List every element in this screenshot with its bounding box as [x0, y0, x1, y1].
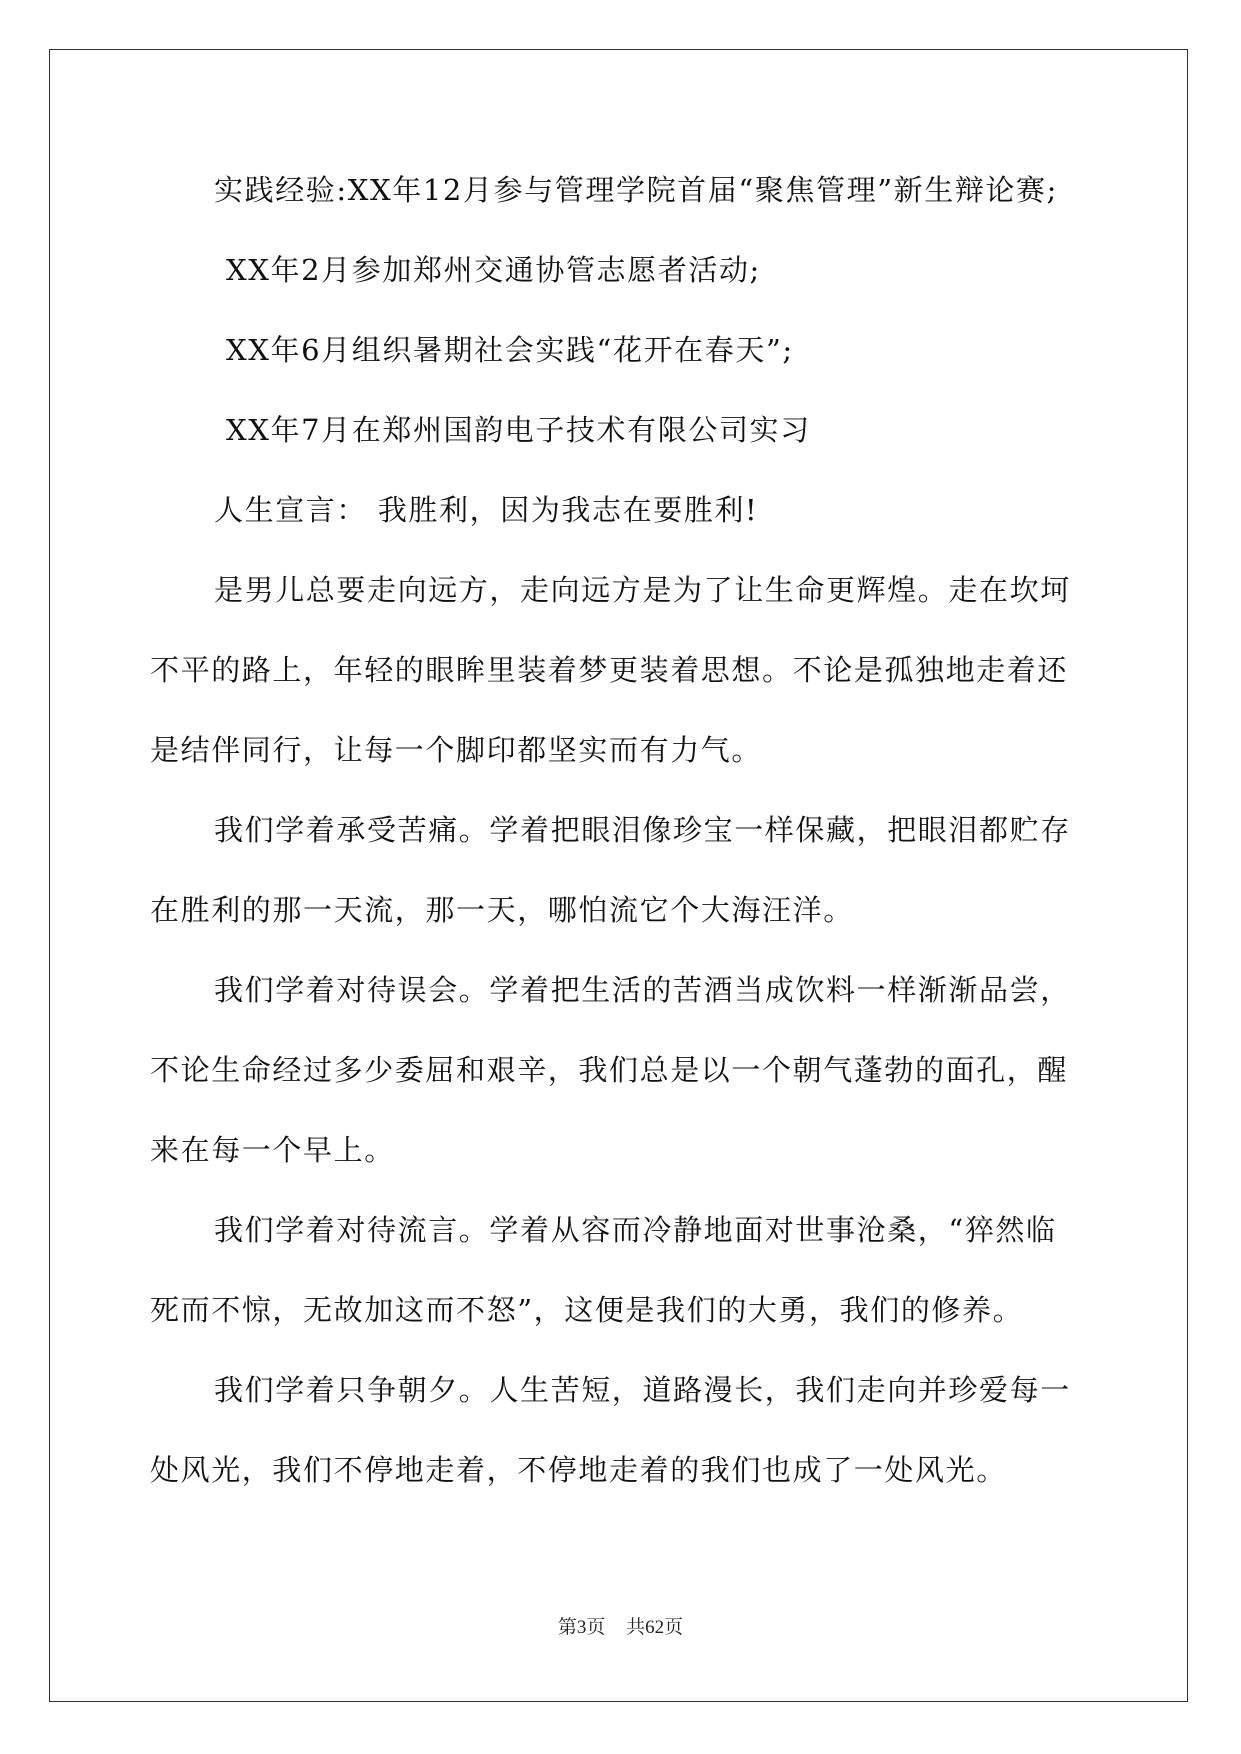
- paragraph-3-line-3: 来在每一个早上。: [150, 1133, 395, 1167]
- paragraph-1-line-2: 不平的路上，年轻的眼眸里装着梦更装着思想。不论是孤独地走着还: [150, 653, 1069, 687]
- experience-line-3: XX年6月组织暑期社会实践“花开在春天”;: [226, 333, 794, 367]
- paragraph-1-line-1: 是男儿总要走向远方，走向远方是为了让生命更辉煌。走在坎坷: [214, 573, 1071, 607]
- paragraph-3-line-2: 不论生命经过多少委屈和艰辛，我们总是以一个朝气蓬勃的面孔，醒: [150, 1053, 1069, 1087]
- life-motto: 人生宣言： 我胜利，因为我志在要胜利!: [214, 493, 759, 527]
- paragraph-5-line-2: 处风光，我们不停地走着，不停地走着的我们也成了一处风光。: [150, 1453, 1007, 1487]
- paragraph-2-line-1: 我们学着承受苦痛。学着把眼泪像珍宝一样保藏，把眼泪都贮存: [214, 813, 1071, 847]
- experience-line-4: XX年7月在郑州国韵电子技术有限公司实习: [226, 413, 811, 447]
- paragraph-3-line-1: 我们学着对待误会。学着把生活的苦酒当成饮料一样渐渐品尝，: [214, 973, 1071, 1007]
- page-footer: [0, 1616, 1241, 1640]
- page-number-current: 第3页: [557, 1617, 606, 1638]
- experience-line-2: XX年2月参加郑州交通协管志愿者活动;: [226, 253, 761, 287]
- paragraph-5-line-1: 我们学着只争朝夕。人生苦短，道路漫长，我们走向并珍爱每一: [214, 1373, 1071, 1407]
- paragraph-4-line-2: 死而不惊，无故加这而不怒”，这便是我们的大勇，我们的修养。: [150, 1293, 1024, 1327]
- paragraph-4-line-1: 我们学着对待流言。学着从容而冷静地面对世事沧桑，“猝然临: [214, 1213, 1057, 1247]
- experience-line-1: 实践经验:XX年12月参与管理学院首届“聚焦管理”新生辩论赛;: [214, 173, 1058, 207]
- page-number-total: 共62页: [626, 1617, 684, 1638]
- paragraph-2-line-2: 在胜利的那一天流，那一天，哪怕流它个大海汪洋。: [150, 893, 854, 927]
- paragraph-1-line-3: 是结伴同行，让每一个脚印都坚实而有力气。: [150, 733, 763, 767]
